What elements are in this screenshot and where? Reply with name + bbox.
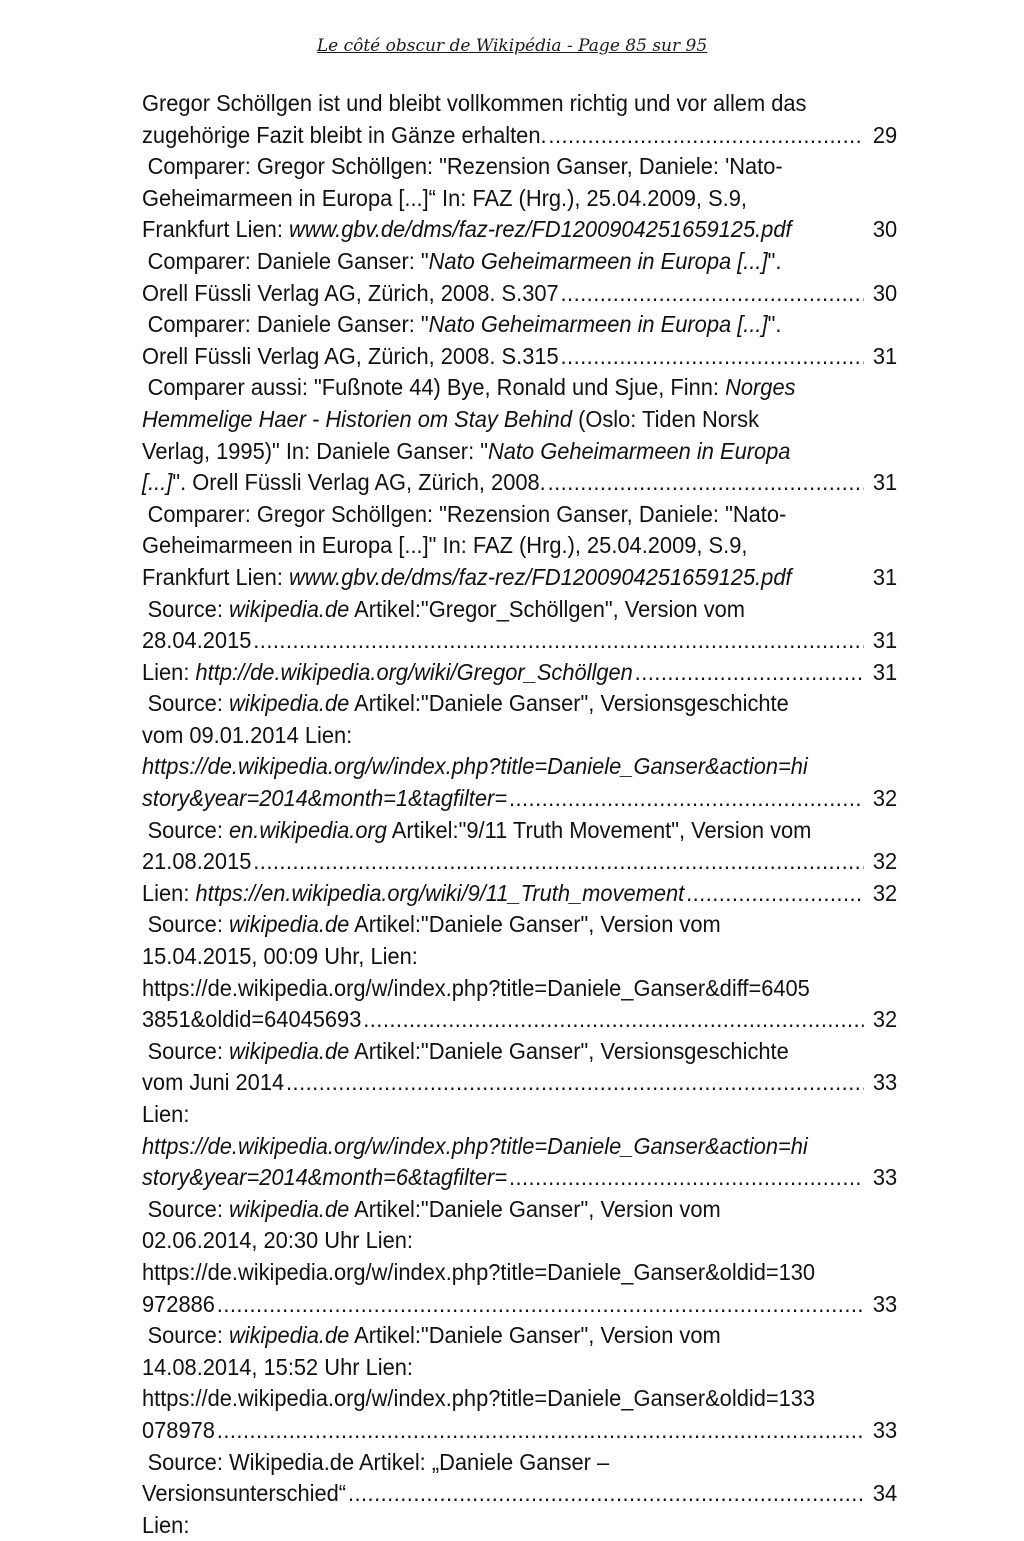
entry-link[interactable]: 078978 xyxy=(142,1416,215,1443)
entry-text: Artikel:"Daniele Ganser", Versionsgeschichte xyxy=(349,1037,789,1064)
entry-text: Geheimarmeen in Europa [...]" In: FAZ (Hrg.), 25.04.2009, S.9, xyxy=(142,532,748,559)
page-number[interactable]: 29 xyxy=(872,121,898,148)
entry-text: Artikel:"Daniele Ganser", Versionsgeschichte xyxy=(349,690,789,717)
entry-text: Comparer aussi: "Fußnote 44) Bye, Ronald und Sjue, Finn: xyxy=(147,374,726,401)
leader-dots xyxy=(363,1004,863,1036)
entry-title: Hemmelige Haer - Historien om Stay Behind xyxy=(142,405,572,432)
entry-line xyxy=(142,1036,903,1068)
entry-line xyxy=(142,1194,903,1226)
entry-line xyxy=(142,1162,897,1194)
page-number[interactable]: 33 xyxy=(872,1164,898,1191)
page-number[interactable]: 34 xyxy=(872,1480,898,1507)
entry-text: Comparer: Daniele Ganser: " xyxy=(147,311,429,338)
entry-text: Comparer: Gregor Schöllgen: "Rezension Ganser, Daniele: 'Nato- xyxy=(147,153,783,180)
entry-line xyxy=(142,688,903,720)
entry-line xyxy=(142,815,903,847)
entry-text: ". xyxy=(767,247,782,274)
entry-source: wikipedia.de xyxy=(228,1322,350,1349)
page-number[interactable]: 32 xyxy=(872,848,898,875)
entry-line xyxy=(142,214,897,246)
entry-link[interactable]: https://de.wikipedia.org/w/index.php?title=Daniele_Ganser&oldid=133 xyxy=(142,1385,816,1412)
entry-line xyxy=(142,436,897,468)
entry-line xyxy=(142,909,903,941)
entry-link[interactable]: 972886 xyxy=(142,1290,215,1317)
entry-line xyxy=(142,878,897,910)
entry-text: vom 09.01.2014 Lien: xyxy=(142,721,353,748)
entry-line xyxy=(142,1352,897,1384)
entry-line xyxy=(142,278,897,310)
entry-text: ". Orell Füssli Verlag AG, Zürich, 2008. xyxy=(172,469,546,496)
entry-title: [...] xyxy=(142,469,173,496)
leader-dots xyxy=(561,341,864,373)
leader-dots xyxy=(686,878,863,910)
entry-source: wikipedia.de xyxy=(228,911,350,938)
page-number[interactable]: 33 xyxy=(872,1290,898,1317)
entry-line xyxy=(142,1320,903,1352)
entry-text: Orell Füssli Verlag AG, Zürich, 2008. S.307 xyxy=(142,279,559,306)
entry-text: Source: xyxy=(147,595,229,622)
entry-line xyxy=(142,1225,897,1257)
leader-dots xyxy=(253,625,863,657)
leader-dots xyxy=(561,278,864,310)
entry-source: wikipedia.de xyxy=(228,690,350,717)
entry-text: Artikel:"Daniele Ganser", Version vom xyxy=(349,1195,721,1222)
entry-title: Nato Geheimarmeen in Europa xyxy=(487,437,791,464)
entry-text: Gregor Schöllgen ist und bleibt vollkommen richtig und vor allem das xyxy=(142,90,807,116)
entry-line xyxy=(142,372,903,404)
entry-line xyxy=(142,1004,897,1036)
entry-line xyxy=(142,309,903,341)
entry-line xyxy=(142,183,897,215)
entry-line xyxy=(142,1478,897,1510)
page-number[interactable]: 33 xyxy=(872,1069,898,1096)
entry-text: Source: xyxy=(147,1037,229,1064)
entry-title: Norges xyxy=(725,374,796,401)
entry-text: Artikel:"9/11 Truth Movement", Version vom xyxy=(386,816,812,843)
entry-line xyxy=(142,1383,897,1415)
page-number[interactable]: 32 xyxy=(872,879,898,906)
entry-source: wikipedia.de xyxy=(228,1037,350,1064)
entry-line xyxy=(142,120,897,152)
entry-link[interactable]: https://de.wikipedia.org/w/index.php?title=Daniele_Ganser&action=hi xyxy=(142,753,808,780)
entry-line xyxy=(142,846,897,878)
entry-source: wikipedia.de xyxy=(228,1195,350,1222)
entry-link[interactable]: www.gbv.de/dms/faz-rez/FD1200904251659125.pdf xyxy=(288,563,792,590)
entry-link[interactable]: www.gbv.de/dms/faz-rez/FD1200904251659125.pdf xyxy=(288,216,792,243)
entry-line xyxy=(142,1257,897,1289)
page-number[interactable]: 32 xyxy=(872,1006,898,1033)
page-number[interactable]: 31 xyxy=(872,563,898,590)
entry-line xyxy=(142,783,897,815)
page-number[interactable]: 31 xyxy=(872,658,898,685)
entry-line xyxy=(142,467,897,499)
entry-text: Source: xyxy=(147,690,229,717)
entry-text: Frankfurt Lien: xyxy=(142,563,289,590)
entry-link[interactable]: http://de.wikipedia.org/wiki/Gregor_Schöllgen xyxy=(195,658,633,685)
entry-text: Artikel:"Daniele Ganser", Version vom xyxy=(349,911,721,938)
entry-text: Orell Füssli Verlag AG, Zürich, 2008. S.315 xyxy=(142,342,559,369)
leader-dots xyxy=(253,846,863,878)
entry-title: Nato Geheimarmeen in Europa [...] xyxy=(428,311,768,338)
leader-dots xyxy=(548,120,863,152)
entry-text: Versionsunterschied“ xyxy=(142,1480,347,1507)
entry-line xyxy=(142,594,903,626)
entry-text: Lien: xyxy=(142,658,196,685)
entry-line xyxy=(142,1099,897,1131)
entry-text: Source: xyxy=(147,1195,229,1222)
entry-link[interactable]: 3851&oldid=64045693 xyxy=(142,1006,362,1033)
leader-dots xyxy=(217,1289,864,1321)
entry-text: ". xyxy=(767,311,782,338)
leader-dots xyxy=(509,783,864,815)
page-number[interactable]: 31 xyxy=(872,342,898,369)
entry-line xyxy=(142,625,897,657)
entry-text: Comparer: Daniele Ganser: " xyxy=(147,247,429,274)
page-number[interactable]: 31 xyxy=(872,627,898,654)
entry-line xyxy=(142,499,903,531)
entry-link[interactable]: https://de.wikipedia.org/w/index.php?title=Daniele_Ganser&action=hi xyxy=(142,1132,808,1159)
leader-dots xyxy=(548,467,864,499)
entry-line xyxy=(142,1131,897,1163)
entry-line xyxy=(142,246,903,278)
entry-text: 15.04.2015, 00:09 Uhr, Lien: xyxy=(142,943,418,970)
entry-text: Geheimarmeen in Europa [...]“ In: FAZ (Hrg.), 25.04.2009, S.9, xyxy=(142,184,747,211)
entry-line xyxy=(142,720,897,752)
entry-text: 28.04.2015 xyxy=(142,627,252,654)
entry-source: wikipedia.de xyxy=(228,595,350,622)
running-header: Le côté obscur de Wikipédia - Page 85 sur 95 xyxy=(316,36,708,56)
entry-title: Nato Geheimarmeen in Europa [...] xyxy=(428,247,768,274)
entry-line xyxy=(142,404,897,436)
entry-line xyxy=(142,88,897,120)
entry-text: Comparer: Gregor Schöllgen: "Rezension Ganser, Daniele: "Nato- xyxy=(147,500,787,527)
entry-text: Source: Wikipedia.de Artikel: „Daniele Ganser – xyxy=(147,1448,610,1475)
index-list xyxy=(142,88,898,1541)
page-number[interactable]: 30 xyxy=(872,279,898,306)
entry-line xyxy=(142,1510,897,1541)
leader-dots xyxy=(509,1162,864,1194)
page-number[interactable]: 31 xyxy=(872,469,898,496)
entry-text: Lien: xyxy=(142,1511,190,1538)
entry-line xyxy=(142,941,897,973)
entry-text: Artikel:"Daniele Ganser", Version vom xyxy=(349,1322,721,1349)
entry-line xyxy=(142,973,897,1005)
entry-text: Lien: xyxy=(142,879,196,906)
entry-text: Source: xyxy=(147,1322,229,1349)
page-number[interactable]: 30 xyxy=(872,216,898,243)
entry-text: Artikel:"Gregor_Schöllgen", Version vom xyxy=(349,595,746,622)
leader-dots xyxy=(348,1478,864,1510)
entry-text: Source: xyxy=(147,816,229,843)
entry-line xyxy=(142,562,897,594)
page-number[interactable]: 32 xyxy=(872,785,898,812)
entry-text: Source: xyxy=(147,911,229,938)
entry-line xyxy=(142,151,903,183)
entry-text: 14.08.2014, 15:52 Uhr Lien: xyxy=(142,1353,413,1380)
entry-line xyxy=(142,1067,897,1099)
leader-dots xyxy=(286,1067,864,1099)
entry-link[interactable]: https://de.wikipedia.org/w/index.php?title=Daniele_Ganser&diff=6405 xyxy=(142,974,810,1001)
entry-line xyxy=(142,1415,897,1447)
entry-text: 02.06.2014, 20:30 Uhr Lien: xyxy=(142,1227,413,1254)
entry-text: zugehörige Fazit bleibt in Gänze erhalten. xyxy=(142,121,547,148)
entry-line xyxy=(142,341,897,373)
leader-dots xyxy=(635,657,864,689)
entry-text: Verlag, 1995)" In: Daniele Ganser: " xyxy=(142,437,488,464)
entry-text: 21.08.2015 xyxy=(142,848,252,875)
entry-line xyxy=(142,751,897,783)
entry-link[interactable]: story&year=2014&month=1&tagfilter= xyxy=(142,785,508,812)
entry-line xyxy=(142,657,897,689)
entry-link[interactable]: story&year=2014&month=6&tagfilter= xyxy=(142,1164,508,1191)
entry-line xyxy=(142,530,897,562)
entry-link[interactable]: https://de.wikipedia.org/w/index.php?title=Daniele_Ganser&oldid=130 xyxy=(142,1258,816,1285)
entry-link[interactable]: https://en.wikipedia.org/wiki/9/11_Truth_movement xyxy=(195,879,685,906)
leader-dots xyxy=(217,1415,864,1447)
entry-text: vom Juni 2014 xyxy=(142,1069,285,1096)
entry-source: en.wikipedia.org xyxy=(228,816,387,843)
entry-line xyxy=(142,1447,903,1479)
page-number[interactable]: 33 xyxy=(872,1416,898,1443)
entry-line xyxy=(142,1289,897,1321)
entry-text: (Oslo: Tiden Norsk xyxy=(571,405,760,432)
entry-text: Frankfurt Lien: xyxy=(142,216,289,243)
entry-text: Lien: xyxy=(142,1101,190,1127)
